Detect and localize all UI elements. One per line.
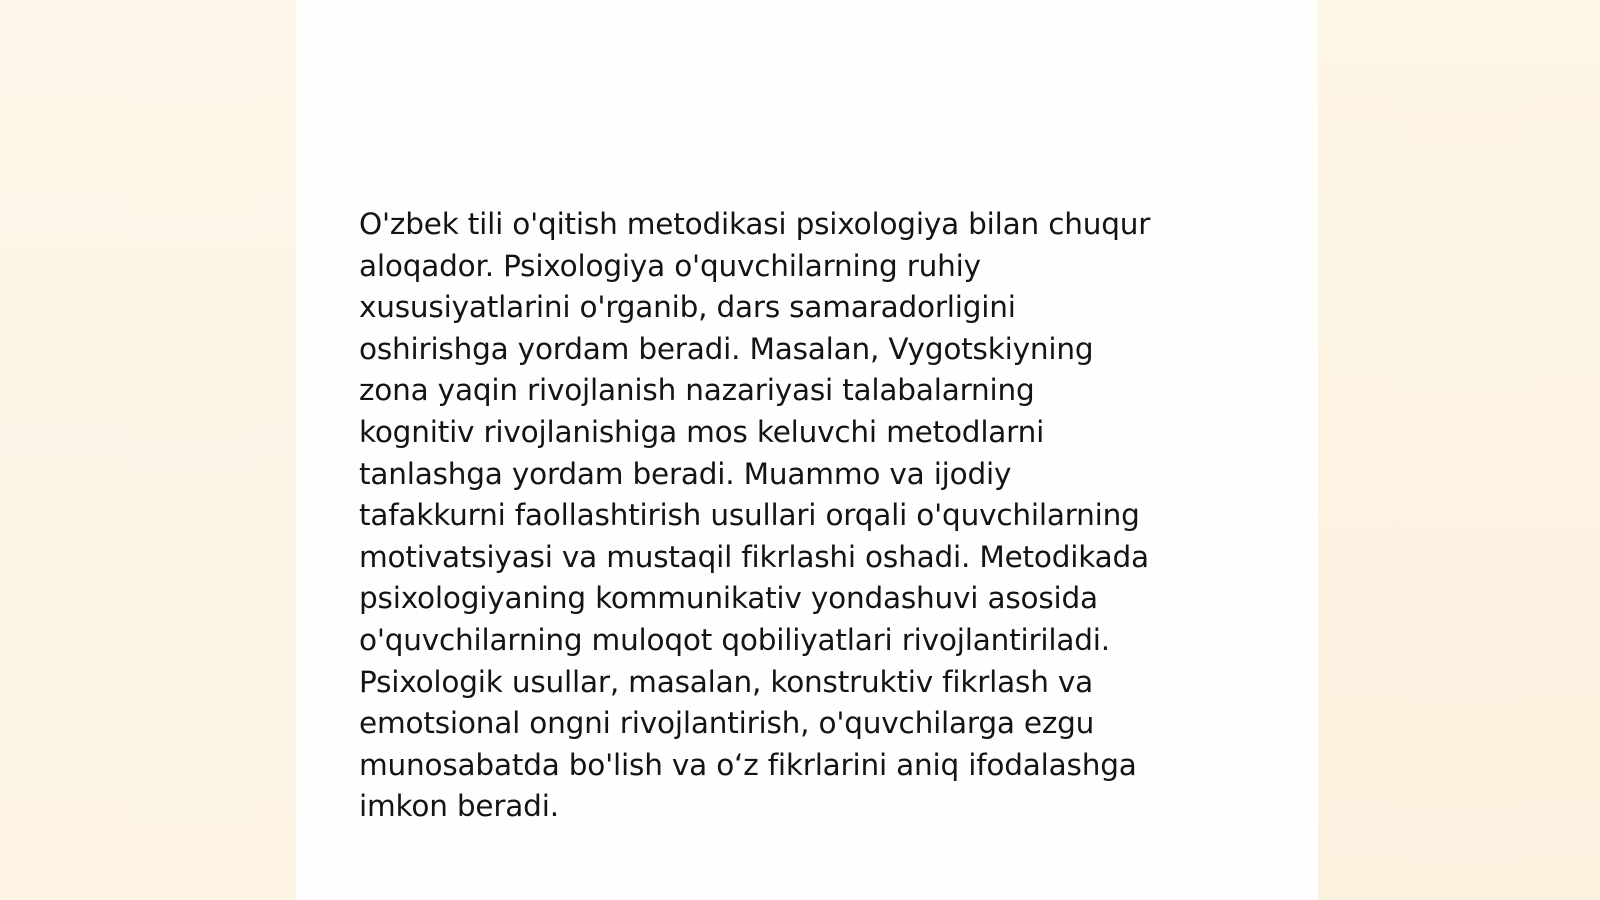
text-line: kognitiv rivojlanishiga mos keluvchi metodlarni bbox=[359, 414, 1045, 449]
right-margin-background bbox=[1318, 0, 1600, 900]
left-margin-background bbox=[0, 0, 296, 900]
slide-body-text bbox=[359, 204, 1259, 828]
text-line: Psixologik usullar, masalan, konstruktiv fikrlash va bbox=[359, 664, 1094, 699]
text-line: xususiyatlarini o'rganib, dars samaradorligini bbox=[359, 290, 1016, 325]
text-line: imkon beradi. bbox=[359, 789, 559, 824]
text-line: emotsional ongni rivojlantirish, o'quvchilarga ezgu bbox=[359, 706, 1095, 741]
text-line: oshirishga yordam beradi. Masalan, Vygotskiyning bbox=[359, 331, 1094, 366]
slide-page bbox=[296, 0, 1318, 900]
text-line: O'zbek tili o'qitish metodikasi psixologiya bilan chuqur bbox=[359, 207, 1151, 241]
text-line: munosabatda bo'lish va oʻz fikrlarini aniq ifodalashga bbox=[359, 747, 1137, 782]
text-line: zona yaqin rivojlanish nazariyasi talabalarning bbox=[359, 373, 1035, 408]
text-line: psixologiyaning kommunikativ yondashuvi asosida bbox=[359, 581, 1098, 616]
text-line: aloqador. Psixologiya o'quvchilarning ruhiy bbox=[359, 248, 981, 283]
text-line: motivatsiyasi va mustaqil fikrlashi oshadi. Metodikada bbox=[359, 539, 1149, 574]
text-line: tanlashga yordam beradi. Muammo va ijodiy bbox=[359, 456, 1012, 491]
text-line: o'quvchilarning muloqot qobiliyatlari rivojlantiriladi. bbox=[359, 622, 1110, 657]
text-line: tafakkurni faollashtirish usullari orqali o'quvchilarning bbox=[359, 498, 1140, 533]
